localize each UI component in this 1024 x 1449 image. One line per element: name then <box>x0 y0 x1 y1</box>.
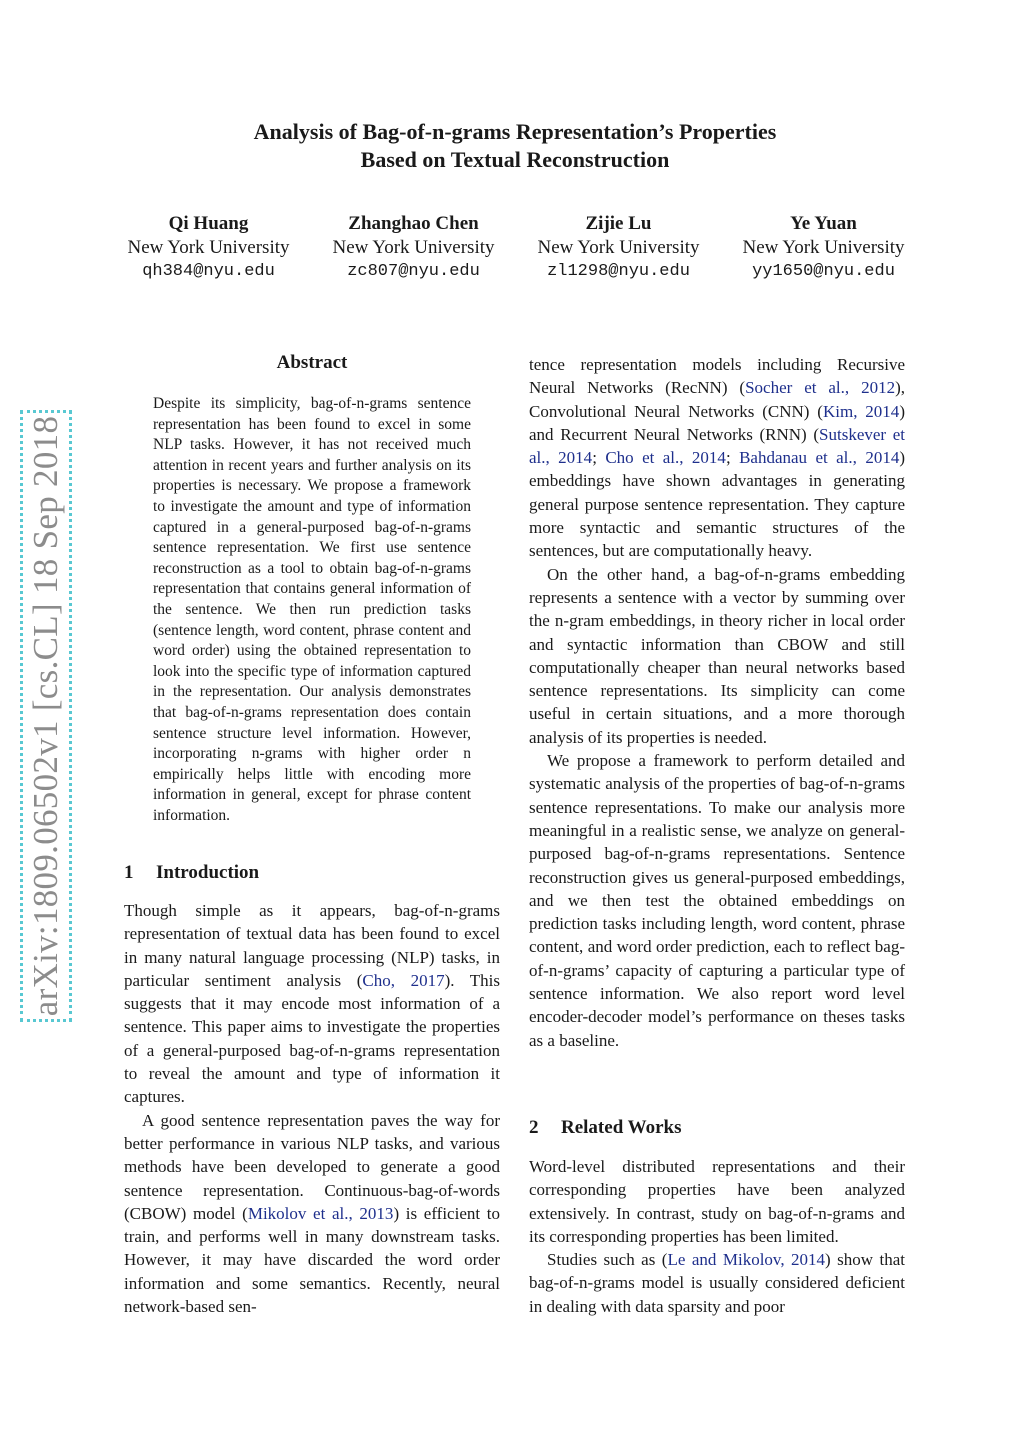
citation-link[interactable]: Le and Mikolov, 2014 <box>667 1250 826 1270</box>
abstract-heading: Abstract <box>276 352 348 373</box>
citation-link[interactable]: Bahdanau et al., 2014 <box>739 448 900 468</box>
section-number: 1 <box>124 862 134 883</box>
citation-link[interactable]: Socher et al., 2012 <box>745 378 896 398</box>
left-column <box>124 899 500 1318</box>
text-run: ). This suggests that it may encode most information of a sentence. This paper aims to investigate the properties of a general-purposed bag-of-n-grams representation to reveal the amount and type of information it captures. <box>124 970 500 1107</box>
right-column-section2 <box>529 1155 905 1318</box>
paragraph: On the other hand, a bag-of-n-grams embedding represents a sentence with a vector by summing over the n-gram embeddings, in theory richer in local order and syntactic information than CBOW and still computationally cheaper than neural networks based sentence representations. Its simplicity can come useful in certain situations, and a more thorough analysis of its properties is needed. <box>529 564 905 747</box>
title-line-2: Based on Textual Reconstruction <box>360 147 670 172</box>
citation-link[interactable]: Cho et al., 2014 <box>605 448 726 468</box>
author-email: qh384@nyu.edu <box>142 262 275 281</box>
paper-title <box>120 118 910 174</box>
author-block <box>311 212 516 284</box>
citation-link[interactable]: Mikolov et al., 2013 <box>247 1203 394 1223</box>
author-block <box>516 212 721 284</box>
author-email: zl1298@nyu.edu <box>547 262 690 281</box>
text-run: ), Convolutional Neural Networks (CNN) ( <box>529 378 905 421</box>
title-line-1: Analysis of Bag-of-n-grams Representation’s Properties <box>253 119 777 144</box>
section-heading-introduction <box>124 862 259 884</box>
paragraph <box>529 1248 905 1318</box>
author-name: Qi Huang <box>168 213 249 234</box>
author-affiliation: New York University <box>742 237 905 258</box>
text-run: A good sentence representation paves the way for better performance in various NLP tasks, and various methods have been developed to generate a good sentence representation. Continuous-bag-of-words (CBOW) model ( <box>124 1110 500 1223</box>
text-run: Though simple as it appears, bag-of-n-grams representation of textual data has been found to excel in many natural language processing (NLP) tasks, in particular sentiment analysis ( <box>124 901 500 990</box>
text-run: ) is efficient to train, and performs well in many downstream tasks. However, it may have discarded the word order information and some semantics. Recently, neural network-based sen- <box>124 1203 500 1317</box>
author-email: yy1650@nyu.edu <box>752 262 895 281</box>
text-run: ) and Recurrent Neural Networks (RNN) ( <box>529 401 905 444</box>
citation-link[interactable]: Kim, 2014 <box>822 401 900 421</box>
author-name: Ye Yuan <box>790 213 857 234</box>
section-heading-related-works <box>529 1117 682 1139</box>
text-run: Studies such as ( <box>547 1250 668 1270</box>
author-name: Zhanghao Chen <box>348 213 479 234</box>
author-affiliation: New York University <box>127 237 290 258</box>
abstract-text: Despite its simplicity, bag-of-n-grams sentence representation has been found to excel in some NLP tasks. However, it has not received much attention in recent years and further analysis on its properties is necessary. We propose a framework to investigate the amount and type of information captured in a general-purposed bag-of-n-grams sentence representation. We first use sentence reconstruction as a tool to obtain bag-of-n-grams representation that contains general information of the sentence. We then run prediction tasks (sentence length, word content, phrase content and word order) using the obtained representation to look into the specific type of information captured in the representation. Our analysis demonstrates that bag-of-n-grams representation does contain sentence structure level information. However, incorporating n-grams with higher order n empirically helps little with encoding more information in general, except for phrase content information. <box>153 395 471 824</box>
text-run: ; <box>725 448 740 468</box>
arxiv-identifier: arXiv:1809.06502v1 [cs.CL] 18 Sep 2018 <box>26 415 65 1017</box>
author-email: zc807@nyu.edu <box>347 262 480 281</box>
citation-link[interactable]: Cho, 2017 <box>362 970 445 990</box>
section-number: 2 <box>529 1117 539 1138</box>
author-list <box>106 212 926 284</box>
author-block <box>106 212 311 284</box>
citation-link[interactable]: Sutskever et al., 2014 <box>529 424 905 468</box>
paragraph: We propose a framework to perform detailed and systematic analysis of the properties of bag-of-n-grams sentence representations. To make our analysis more meaningful in a realistic sense, we analyze on general-purposed bag-of-n-grams representations. Sentence reconstruction gives us general-purposed embeddings, and we then test the obtained embeddings on prediction tasks including length, word content, phrase content, and word order prediction, each to reflect bag-of-n-grams’ capacity of capturing a particular type of sentence information. We also report word level encoder-decoder model’s performance on theses tasks as a baseline. <box>529 751 905 1050</box>
text-run: ; <box>592 448 606 468</box>
section-title: Related Works <box>561 1117 682 1138</box>
author-affiliation: New York University <box>332 237 495 258</box>
right-column <box>529 353 905 1052</box>
author-affiliation: New York University <box>537 237 700 258</box>
paragraph <box>529 353 905 563</box>
text-run: tence representation models including Recursive Neural Networks (RecNN) ( <box>529 355 905 398</box>
text-run: ) embeddings have shown advantages in generating general purpose sentence representation. They capture more syntactic and semantic structures of the sentences, but are computationally heavy. <box>529 448 905 561</box>
paragraph <box>124 899 500 1109</box>
author-name: Zijie Lu <box>585 213 652 234</box>
author-block <box>721 212 926 284</box>
section-title: Introduction <box>156 862 260 883</box>
paragraph <box>124 1109 500 1319</box>
paragraph: Word-level distributed representations and their corresponding properties have been analyzed extensively. In contrast, study on bag-of-n-grams and its corresponding properties has been limited. <box>529 1157 905 1246</box>
text-run: ) show that bag-of-n-grams model is usually considered deficient in dealing with data sparsity and poor <box>529 1250 906 1316</box>
